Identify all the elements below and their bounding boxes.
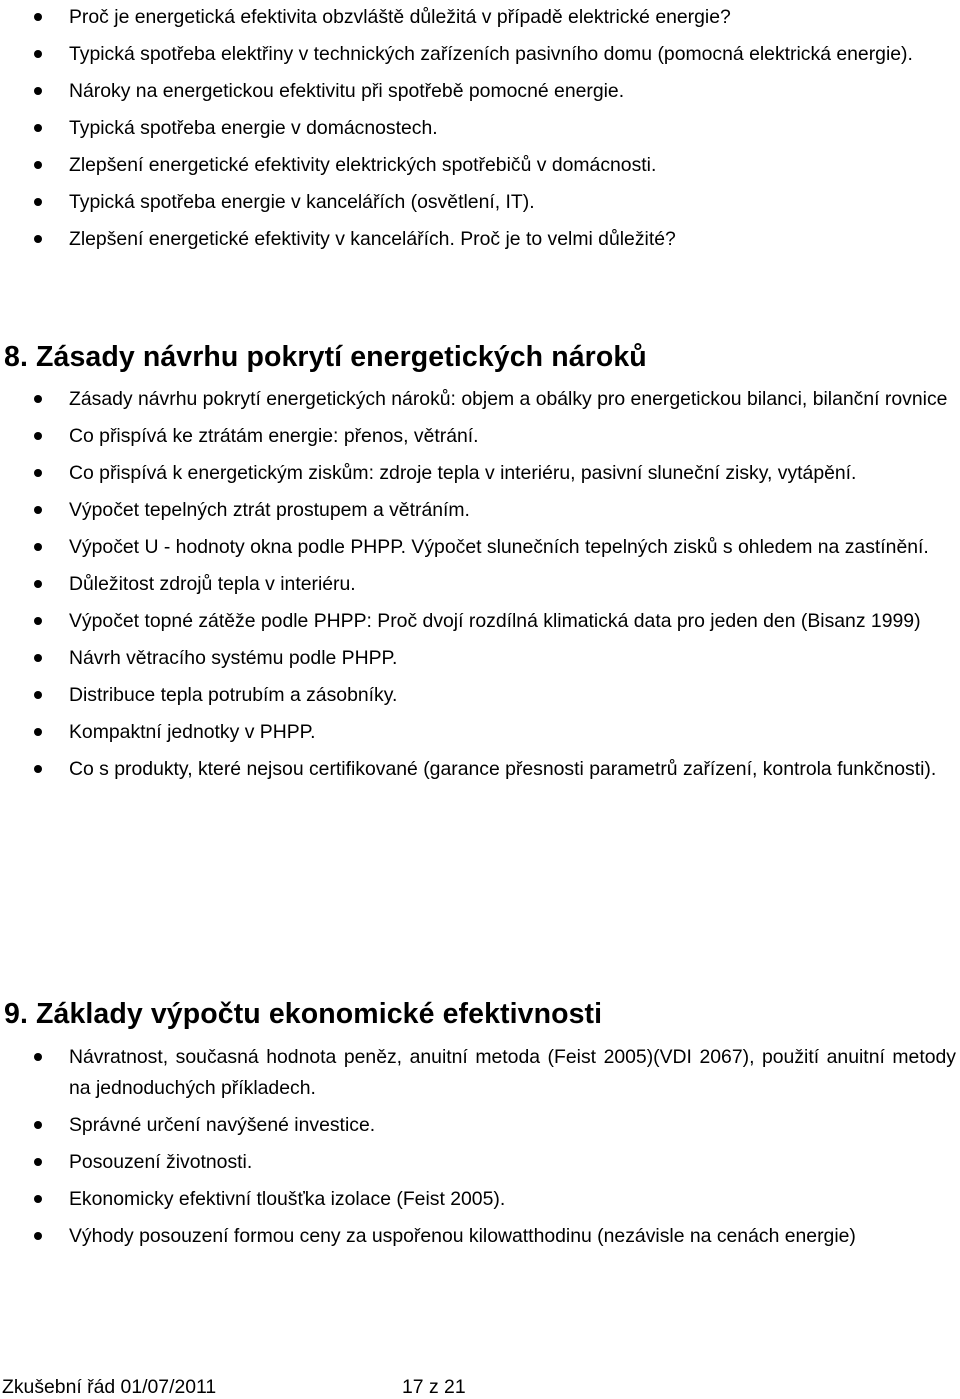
- bullet-icon: [34, 1121, 42, 1129]
- list-item: [0, 643, 958, 674]
- bullet-icon: [34, 1158, 42, 1166]
- list-item-text: Co přispívá ke ztrátám energie: přenos, větrání.: [69, 425, 479, 447]
- list-item-text: Správné určení navýšené investice.: [69, 1114, 376, 1136]
- list-item: [0, 606, 958, 637]
- list-item: [0, 754, 958, 785]
- list-item-text: Co přispívá k energetickým ziskům: zdroje tepla v interiéru, pasivní sluneční zisky, vytápění.: [69, 462, 857, 484]
- list-item-text: Výpočet topné zátěže podle PHPP: Proč dvojí rozdílná klimatická data pro jeden den (Bisanz 1999): [69, 610, 921, 632]
- bullet-icon: [34, 50, 42, 58]
- bullet-icon: [34, 161, 42, 169]
- bullet-icon: [34, 13, 42, 21]
- bullet-icon: [34, 235, 42, 243]
- page-footer: [2, 1375, 466, 1399]
- list-item: [0, 532, 958, 563]
- section-8-bullet-list: [0, 384, 958, 785]
- list-item: [0, 1042, 958, 1104]
- bullet-icon: [34, 395, 42, 403]
- list-item: [0, 150, 958, 181]
- bullet-icon: [34, 1195, 42, 1203]
- list-item-text: Nároky na energetickou efektivitu při spotřebě pomocné energie.: [69, 80, 625, 102]
- bullet-icon: [34, 87, 42, 95]
- intro-list: [0, 0, 958, 261]
- list-item-text: Výhody posouzení formou ceny za uspořenou kilowatthodinu (nezávisle na cenách energie): [69, 1225, 856, 1247]
- bullet-icon: [34, 728, 42, 736]
- footer-page-number: 17 z 21: [402, 1376, 466, 1398]
- bullet-icon: [34, 654, 42, 662]
- list-item: [0, 421, 958, 452]
- section-8-list: [0, 384, 958, 791]
- intro-bullet-list: [0, 0, 958, 255]
- list-item: [0, 113, 958, 144]
- section-9-list: [0, 1042, 958, 1258]
- bullet-icon: [34, 765, 42, 773]
- bullet-icon: [34, 580, 42, 588]
- list-item-text: Kompaktní jednotky v PHPP.: [69, 721, 316, 743]
- section-9-heading: 9. Základy výpočtu ekonomické efektivnosti: [4, 998, 603, 1030]
- list-item-text: Co s produkty, které nejsou certifikované (garance přesnosti parametrů zařízení, kontrola funkčnosti).: [69, 758, 937, 780]
- list-item: [0, 76, 958, 107]
- list-item: [0, 680, 958, 711]
- list-item: [0, 384, 958, 415]
- list-item-text: Zlepšení energetické efektivity elektrických spotřebičů v domácnosti.: [69, 154, 657, 176]
- list-item: [0, 39, 958, 70]
- list-item-text: Typická spotřeba energie v kancelářích (osvětlení, IT).: [69, 191, 535, 213]
- list-item-text: Výpočet tepelných ztrát prostupem a větráním.: [69, 499, 470, 521]
- list-item: [0, 1110, 958, 1141]
- list-item: [0, 717, 958, 748]
- list-item: [0, 224, 958, 255]
- list-item: [0, 569, 958, 600]
- list-item-text: Zlepšení energetické efektivity v kancelářích. Proč je to velmi důležité?: [69, 228, 676, 250]
- list-item-text: Návrh větracího systému podle PHPP.: [69, 647, 398, 669]
- list-item-text: Důležitost zdrojů tepla v interiéru.: [69, 573, 356, 595]
- list-item-text: Návratnost, současná hodnota peněz, anuitní metoda (Feist 2005)(VDI 2067), použití anuitní metody na jednoduchých příkladech.: [69, 1046, 956, 1099]
- bullet-icon: [34, 617, 42, 625]
- list-item: [0, 1184, 958, 1215]
- bullet-icon: [34, 124, 42, 132]
- footer-document-label: Zkušební řád 01/07/2011: [2, 1376, 217, 1398]
- bullet-icon: [34, 198, 42, 206]
- section-8-heading: 8. Zásady návrhu pokrytí energetických nároků: [4, 341, 647, 373]
- list-item-text: Typická spotřeba elektřiny v technických zařízeních pasivního domu (pomocná elektrická energie).: [69, 43, 913, 65]
- list-item: [0, 1221, 958, 1252]
- list-item-text: Proč je energetická efektivita obzvláště důležitá v případě elektrické energie?: [69, 6, 731, 28]
- bullet-icon: [34, 469, 42, 477]
- bullet-icon: [34, 1053, 42, 1061]
- list-item-text: Výpočet U - hodnoty okna podle PHPP. Výpočet slunečních tepelných zisků s ohledem na zastínění.: [69, 536, 929, 558]
- bullet-icon: [34, 432, 42, 440]
- list-item: [0, 187, 958, 218]
- list-item-text: Zásady návrhu pokrytí energetických nároků: objem a obálky pro energetickou bilanci, bilanční rovnice: [69, 388, 948, 410]
- bullet-icon: [34, 543, 42, 551]
- list-item-text: Ekonomicky efektivní tloušťka izolace (Feist 2005).: [69, 1188, 506, 1210]
- list-item-text: Distribuce tepla potrubím a zásobníky.: [69, 684, 398, 706]
- list-item-text: Typická spotřeba energie v domácnostech.: [69, 117, 438, 139]
- list-item-text: Posouzení životnosti.: [69, 1151, 253, 1173]
- list-item: [0, 2, 958, 33]
- section-9-bullet-list: [0, 1042, 958, 1252]
- bullet-icon: [34, 506, 42, 514]
- bullet-icon: [34, 1232, 42, 1240]
- list-item: [0, 495, 958, 526]
- list-item: [0, 458, 958, 489]
- list-item: [0, 1147, 958, 1178]
- bullet-icon: [34, 691, 42, 699]
